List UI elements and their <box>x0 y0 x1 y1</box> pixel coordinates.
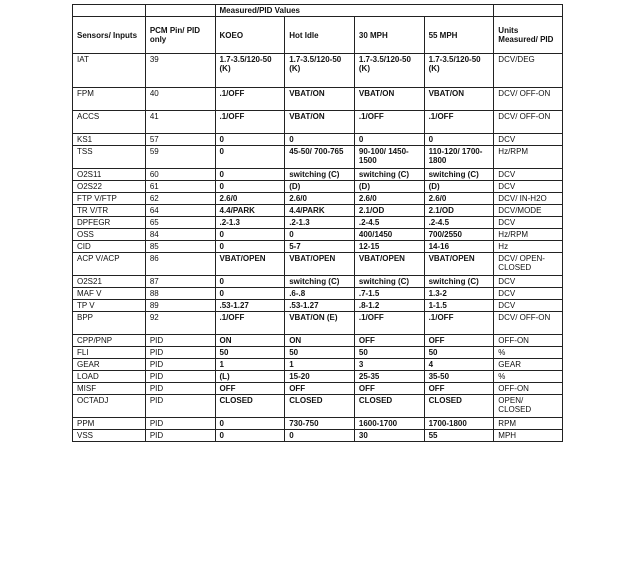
units-cell: Hz/RPM <box>494 229 563 241</box>
mph55-value-cell: 1.7-3.5/120-50 (K) <box>424 54 494 88</box>
hot-idle-value-cell: VBAT/ON <box>285 111 355 134</box>
sensor-name-cell: OSS <box>73 229 146 241</box>
hot-idle-value-cell: .53-1.27 <box>285 300 355 312</box>
hot-idle-value-cell: 0 <box>285 430 355 442</box>
mph55-value-cell: OFF <box>424 335 494 347</box>
header-row-columns <box>73 17 563 54</box>
mph30-value-cell: 1.7-3.5/120-50 (K) <box>354 54 424 88</box>
mph30-value-cell: .1/OFF <box>354 111 424 134</box>
koeo-value-cell: CLOSED <box>215 395 285 418</box>
mph55-value-cell: 55 <box>424 430 494 442</box>
table-row <box>73 359 563 371</box>
units-cell: MPH <box>494 430 563 442</box>
units-cell: Hz <box>494 241 563 253</box>
units-cell: DCV <box>494 288 563 300</box>
pcm-pin-cell: 41 <box>145 111 215 134</box>
koeo-value-cell: 2.6/0 <box>215 193 285 205</box>
table-row <box>73 312 563 335</box>
hot-idle-value-cell: switching (C) <box>285 169 355 181</box>
koeo-value-cell: 0 <box>215 181 285 193</box>
units-cell: DCV/DEG <box>494 54 563 88</box>
pid-values-table <box>72 4 563 442</box>
mph55-value-cell: 110-120/ 1700-1800 <box>424 146 494 169</box>
pcm-pin-cell: PID <box>145 359 215 371</box>
column-header-sensors: Sensors/ Inputs <box>73 17 146 54</box>
mph55-value-cell: .1/OFF <box>424 111 494 134</box>
pcm-pin-cell: 61 <box>145 181 215 193</box>
table-row <box>73 217 563 229</box>
pcm-pin-cell: PID <box>145 371 215 383</box>
table-row <box>73 347 563 359</box>
sensor-name-cell: FLI <box>73 347 146 359</box>
mph30-value-cell: switching (C) <box>354 276 424 288</box>
pcm-pin-cell: PID <box>145 383 215 395</box>
sensor-name-cell: TR V/TR <box>73 205 146 217</box>
pcm-pin-cell: PID <box>145 347 215 359</box>
sensor-name-cell: ACCS <box>73 111 146 134</box>
units-cell: OFF-ON <box>494 383 563 395</box>
koeo-value-cell: 0 <box>215 229 285 241</box>
table-row <box>73 205 563 217</box>
pcm-pin-cell: 65 <box>145 217 215 229</box>
hot-idle-value-cell: 1 <box>285 359 355 371</box>
table-row <box>73 88 563 111</box>
mph55-value-cell: 700/2550 <box>424 229 494 241</box>
pcm-pin-cell: PID <box>145 418 215 430</box>
mph30-value-cell: (D) <box>354 181 424 193</box>
koeo-value-cell: VBAT/OPEN <box>215 253 285 276</box>
sensor-name-cell: FPM <box>73 88 146 111</box>
hot-idle-value-cell: VBAT/OPEN <box>285 253 355 276</box>
koeo-value-cell: 50 <box>215 347 285 359</box>
pcm-pin-cell: 62 <box>145 193 215 205</box>
mph30-value-cell: 30 <box>354 430 424 442</box>
units-cell: DCV <box>494 276 563 288</box>
hot-idle-value-cell: switching (C) <box>285 276 355 288</box>
table-row <box>73 229 563 241</box>
mph30-value-cell: .1/OFF <box>354 312 424 335</box>
koeo-value-cell: ON <box>215 335 285 347</box>
mph30-value-cell: 50 <box>354 347 424 359</box>
units-cell: OPEN/ CLOSED <box>494 395 563 418</box>
table-row <box>73 241 563 253</box>
mph55-value-cell: 1700-1800 <box>424 418 494 430</box>
table-body <box>73 54 563 442</box>
units-cell: DCV/ IN-H2O <box>494 193 563 205</box>
sensor-name-cell: MISF <box>73 383 146 395</box>
units-cell: DCV/ OFF-ON <box>494 312 563 335</box>
sensor-name-cell: PPM <box>73 418 146 430</box>
hot-idle-value-cell: VBAT/ON (E) <box>285 312 355 335</box>
koeo-value-cell: 0 <box>215 146 285 169</box>
mph30-value-cell: .8-1.2 <box>354 300 424 312</box>
hot-idle-value-cell: .6-.8 <box>285 288 355 300</box>
koeo-value-cell: 1.7-3.5/120-50 (K) <box>215 54 285 88</box>
mph55-value-cell: switching (C) <box>424 169 494 181</box>
sensor-name-cell: ACP V/ACP <box>73 253 146 276</box>
column-header-hot-idle: Hot Idle <box>285 17 355 54</box>
hot-idle-value-cell: 4.4/PARK <box>285 205 355 217</box>
koeo-value-cell: .1/OFF <box>215 111 285 134</box>
hot-idle-value-cell: 2.6/0 <box>285 193 355 205</box>
koeo-value-cell: 0 <box>215 169 285 181</box>
units-cell: DCV <box>494 300 563 312</box>
pcm-pin-cell: 40 <box>145 88 215 111</box>
sensor-name-cell: KS1 <box>73 134 146 146</box>
table-row <box>73 335 563 347</box>
hot-idle-value-cell: 1.7-3.5/120-50 (K) <box>285 54 355 88</box>
units-cell: DCV <box>494 169 563 181</box>
mph55-value-cell: 50 <box>424 347 494 359</box>
column-header-55mph: 55 MPH <box>424 17 494 54</box>
table-row <box>73 288 563 300</box>
table-row <box>73 253 563 276</box>
mph30-value-cell: 25-35 <box>354 371 424 383</box>
units-cell: DCV <box>494 134 563 146</box>
pcm-pin-cell: PID <box>145 430 215 442</box>
header-top-cell <box>73 5 146 17</box>
koeo-value-cell: OFF <box>215 383 285 395</box>
mph30-value-cell: .7-1.5 <box>354 288 424 300</box>
mph55-value-cell: 1.3-2 <box>424 288 494 300</box>
koeo-value-cell: 0 <box>215 276 285 288</box>
mph55-value-cell: OFF <box>424 383 494 395</box>
mph55-value-cell: 2.6/0 <box>424 193 494 205</box>
sensor-name-cell: FTP V/FTP <box>73 193 146 205</box>
hot-idle-value-cell: 0 <box>285 229 355 241</box>
sensor-name-cell: O2S22 <box>73 181 146 193</box>
mph30-value-cell: 90-100/ 1450-1500 <box>354 146 424 169</box>
pcm-pin-cell: 39 <box>145 54 215 88</box>
koeo-value-cell: 0 <box>215 430 285 442</box>
table-row <box>73 181 563 193</box>
table-row <box>73 54 563 88</box>
sensor-name-cell: CID <box>73 241 146 253</box>
table-row <box>73 395 563 418</box>
hot-idle-value-cell: 15-20 <box>285 371 355 383</box>
mph30-value-cell: OFF <box>354 335 424 347</box>
mph55-value-cell: 0 <box>424 134 494 146</box>
mph55-value-cell: VBAT/OPEN <box>424 253 494 276</box>
koeo-value-cell: 4.4/PARK <box>215 205 285 217</box>
pcm-pin-cell: 84 <box>145 229 215 241</box>
table-row <box>73 276 563 288</box>
table-row <box>73 169 563 181</box>
mph30-value-cell: OFF <box>354 383 424 395</box>
measured-values-header: Measured/PID Values <box>215 5 494 17</box>
header-top-cell <box>494 5 563 17</box>
pcm-pin-cell: 85 <box>145 241 215 253</box>
pcm-pin-cell: 64 <box>145 205 215 217</box>
hot-idle-value-cell: 730-750 <box>285 418 355 430</box>
mph30-value-cell: 0 <box>354 134 424 146</box>
sensor-name-cell: O2S11 <box>73 169 146 181</box>
sensor-name-cell: OCTADJ <box>73 395 146 418</box>
units-cell: Hz/RPM <box>494 146 563 169</box>
pcm-pin-cell: 60 <box>145 169 215 181</box>
mph55-value-cell: 4 <box>424 359 494 371</box>
column-header-units: Units Measured/ PID <box>494 17 563 54</box>
hot-idle-value-cell: CLOSED <box>285 395 355 418</box>
sensor-name-cell: TP V <box>73 300 146 312</box>
mph55-value-cell: VBAT/ON <box>424 88 494 111</box>
table-row <box>73 418 563 430</box>
mph30-value-cell: 2.6/0 <box>354 193 424 205</box>
mph30-value-cell: 3 <box>354 359 424 371</box>
mph30-value-cell: 12-15 <box>354 241 424 253</box>
hot-idle-value-cell: 50 <box>285 347 355 359</box>
pcm-pin-cell: PID <box>145 335 215 347</box>
sensor-name-cell: MAF V <box>73 288 146 300</box>
sensor-name-cell: IAT <box>73 54 146 88</box>
hot-idle-value-cell: OFF <box>285 383 355 395</box>
koeo-value-cell: 0 <box>215 288 285 300</box>
hot-idle-value-cell: 0 <box>285 134 355 146</box>
koeo-value-cell: .2-1.3 <box>215 217 285 229</box>
pcm-pin-cell: 59 <box>145 146 215 169</box>
table-row <box>73 193 563 205</box>
mph30-value-cell: .2-4.5 <box>354 217 424 229</box>
table-row <box>73 111 563 134</box>
table-row <box>73 134 563 146</box>
header-top-cell <box>145 5 215 17</box>
pcm-pin-cell: 57 <box>145 134 215 146</box>
mph30-value-cell: 1600-1700 <box>354 418 424 430</box>
mph55-value-cell: .2-4.5 <box>424 217 494 229</box>
hot-idle-value-cell: 5-7 <box>285 241 355 253</box>
units-cell: DCV <box>494 217 563 229</box>
units-cell: DCV/ OPEN-CLOSED <box>494 253 563 276</box>
table-row <box>73 371 563 383</box>
mph55-value-cell: CLOSED <box>424 395 494 418</box>
mph30-value-cell: VBAT/ON <box>354 88 424 111</box>
pcm-pin-cell: 87 <box>145 276 215 288</box>
column-header-30mph: 30 MPH <box>354 17 424 54</box>
sensor-name-cell: O2S21 <box>73 276 146 288</box>
pcm-pin-cell: 89 <box>145 300 215 312</box>
mph55-value-cell: 2.1/OD <box>424 205 494 217</box>
koeo-value-cell: 0 <box>215 241 285 253</box>
hot-idle-value-cell: (D) <box>285 181 355 193</box>
hot-idle-value-cell: .2-1.3 <box>285 217 355 229</box>
pcm-pin-cell: 86 <box>145 253 215 276</box>
hot-idle-value-cell: VBAT/ON <box>285 88 355 111</box>
koeo-value-cell: 1 <box>215 359 285 371</box>
units-cell: RPM <box>494 418 563 430</box>
mph55-value-cell: 35-50 <box>424 371 494 383</box>
table-row <box>73 430 563 442</box>
sensor-name-cell: GEAR <box>73 359 146 371</box>
mph30-value-cell: 400/1450 <box>354 229 424 241</box>
koeo-value-cell: .53-1.27 <box>215 300 285 312</box>
units-cell: % <box>494 371 563 383</box>
units-cell: GEAR <box>494 359 563 371</box>
mph30-value-cell: switching (C) <box>354 169 424 181</box>
column-header-koeo: KOEO <box>215 17 285 54</box>
units-cell: DCV/ OFF-ON <box>494 88 563 111</box>
koeo-value-cell: 0 <box>215 418 285 430</box>
units-cell: DCV/MODE <box>494 205 563 217</box>
sensor-name-cell: TSS <box>73 146 146 169</box>
pcm-pin-cell: PID <box>145 395 215 418</box>
mph30-value-cell: CLOSED <box>354 395 424 418</box>
mph55-value-cell: switching (C) <box>424 276 494 288</box>
table-row <box>73 146 563 169</box>
mph55-value-cell: 14-16 <box>424 241 494 253</box>
units-cell: DCV/ OFF-ON <box>494 111 563 134</box>
koeo-value-cell: 0 <box>215 134 285 146</box>
sensor-name-cell: DPFEGR <box>73 217 146 229</box>
header-row-top <box>73 5 563 17</box>
units-cell: % <box>494 347 563 359</box>
mph30-value-cell: VBAT/OPEN <box>354 253 424 276</box>
mph30-value-cell: 2.1/OD <box>354 205 424 217</box>
pcm-pin-cell: 92 <box>145 312 215 335</box>
sensor-name-cell: VSS <box>73 430 146 442</box>
hot-idle-value-cell: ON <box>285 335 355 347</box>
koeo-value-cell: (L) <box>215 371 285 383</box>
koeo-value-cell: .1/OFF <box>215 312 285 335</box>
mph55-value-cell: 1-1.5 <box>424 300 494 312</box>
column-header-pcm-pin: PCM Pin/ PID only <box>145 17 215 54</box>
sensor-name-cell: CPP/PNP <box>73 335 146 347</box>
table-row <box>73 383 563 395</box>
mph55-value-cell: (D) <box>424 181 494 193</box>
sensor-name-cell: BPP <box>73 312 146 335</box>
units-cell: DCV <box>494 181 563 193</box>
units-cell: OFF-ON <box>494 335 563 347</box>
mph55-value-cell: .1/OFF <box>424 312 494 335</box>
table-row <box>73 300 563 312</box>
koeo-value-cell: .1/OFF <box>215 88 285 111</box>
pcm-pin-cell: 88 <box>145 288 215 300</box>
sensor-name-cell: LOAD <box>73 371 146 383</box>
hot-idle-value-cell: 45-50/ 700-765 <box>285 146 355 169</box>
